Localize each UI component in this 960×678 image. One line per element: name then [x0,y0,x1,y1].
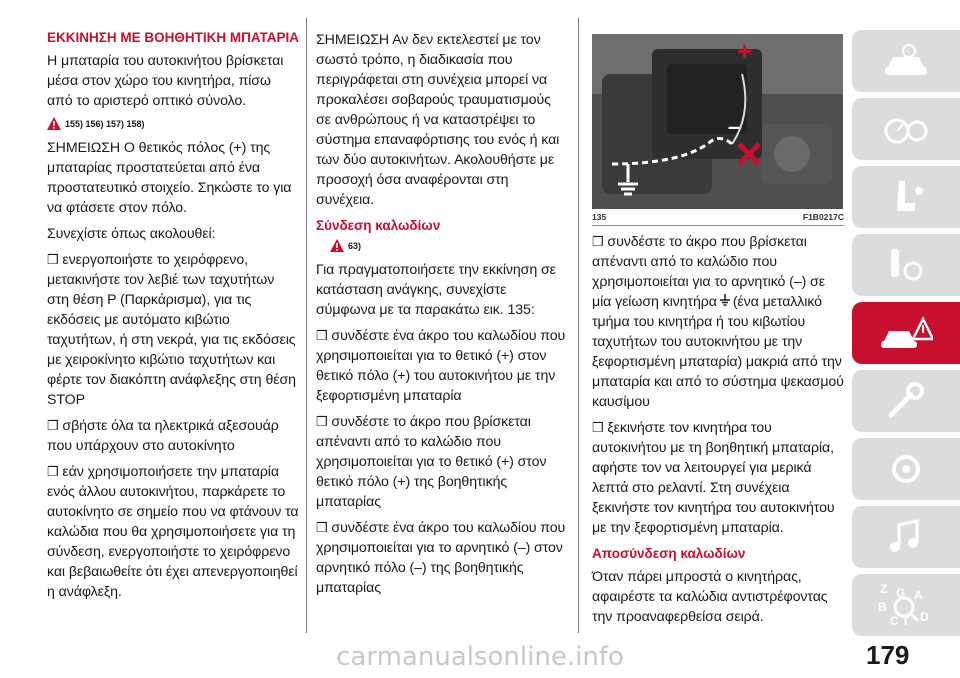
emergency-icon [879,313,933,353]
bullet: ❒ [592,234,604,249]
figure-code: F1B0217C [802,212,844,222]
list-item-text: εάν χρησιμοποιήσετε την μπαταρία ενός άλλου αυτοκινήτου, παρκάρετε το αυτοκίνητο σε σημείο που να φτάνουν τα καλώδια που θα χρησιμοποιήσετε για τη σύνδεση, ενεργοποιήστε το χειρόφρενο και βεβαιωθείτε ότι έχει απενεργοποιηθεί η ανάφλεξη. [47,464,299,600]
tab-dashboard[interactable] [852,98,960,160]
bullet: ❒ [316,520,328,535]
seat-safety-icon [881,177,931,217]
svg-text:i: i [907,47,909,56]
figure-caption [592,212,844,226]
engine-bay-illustration [592,34,843,209]
warning-refs: 155) 156) 157) 158) [65,119,145,129]
list-item [592,232,844,412]
column-3 [592,34,844,633]
bullet: ❒ [316,328,328,343]
paragraph: ΣΗΜΕΙΩΣΗ Αν δεν εκτελεστεί με τον σωστό τρόπο, η διαδικασία που περιγράφεται στη συνέχεια μπορεί να προκαλέσει σοβαρούς τραυματισμούς σε ανθρώπους ή να καταστρέψει το σύστημα επαναφόρτισης του ενός ή και των δύο αυτοκινήτων. Ακολουθήστε με προσοχή όσα αναφέρονται στη συνέχεια. [316,32,560,208]
svg-text:C: C [890,614,899,628]
list-item [316,326,566,406]
list-item [592,418,844,538]
key-start-icon [881,245,931,285]
plus-terminal-label: + [737,36,753,66]
watermark: carmanualsonline.info [336,642,624,672]
car-info-icon [881,41,931,81]
index-icon [876,579,936,631]
svg-text:A: A [914,588,923,602]
tab-car-info[interactable] [852,30,960,92]
column-2 [316,30,566,604]
list-item-text: συνδέστε ένα άκρο του καλωδίου που χρησιμοποιείται για το αρνητικό (–) στον αρνητικό πόλο (–) της βοηθητικής μπαταρίας [316,520,566,596]
bullet: ❒ [592,420,604,435]
warning-ref: 63) [348,241,362,251]
warning-reference [330,239,566,252]
svg-text:T: T [902,614,910,628]
tab-multimedia[interactable] [852,506,960,568]
tab-emergency[interactable] [852,302,960,364]
page-number: 179 [866,640,910,670]
column-1 [47,30,299,608]
multimedia-icon [881,517,931,557]
list-item-text: συνδέστε το άκρο που βρίσκεται απέναντι από το καλώδιο που χρησιμοποιείται για το αρνητικό (–) σε μία γείωση κινητήρα [592,234,825,310]
column-divider [306,18,307,633]
list-item-text: σβήστε όλα τα ηλεκτρικά αξεσουάρ που υπάρχουν στο αυτοκίνητο [47,418,279,454]
list-item-text: ξεκινήστε τον κινητήρα του αυτοκινήτου με τη βοηθητική μπαταρία, αφήστε τον να λειτουργεί για μερικά λεπτά στο ρελαντί. Στη συνέχεια ξεκινήστε τον κινητήρα του αυτοκινήτου με την ξεφορτισμένη μπαταρία. [592,420,835,536]
paragraph: Η μπαταρία του αυτοκινήτου βρίσκεται μέσα στον χώρο του κινητήρα, πίσω από το αριστερό οπτικό σύνολο. [47,53,284,109]
svg-text:Z: Z [880,582,888,596]
paragraph: ΣΗΜΕΙΩΣΗ Ο θετικός πόλος (+) της μπαταρίας προστατεύεται από ένα προστατευτικό στοιχείο. Σηκώστε το για να φτάσετε στον πόλο. [47,140,292,216]
list-item [47,462,299,602]
warning-triangle-icon [330,239,344,252]
technical-data-icon [881,449,931,489]
tab-seat-safety[interactable] [852,166,960,228]
svg-text:G: G [896,586,906,600]
figure-number: 135 [592,212,607,222]
minus-terminal-label: – [728,114,741,139]
bullet: ❒ [47,418,59,433]
ground-icon [719,294,731,306]
svg-text:B: B [878,600,887,614]
list-item [316,412,566,512]
paragraph: Όταν πάρει μπροστά ο κινητήρας, αφαιρέστε τα καλώδια αντιστρέφοντας την προαναφερθείσα σειρά. [592,569,828,625]
list-item [316,518,566,598]
tab-maintenance[interactable] [852,370,960,432]
tab-index[interactable] [852,574,960,636]
subsection-heading: Αποσύνδεση καλωδίων [592,546,746,561]
paragraph: Συνεχίστε όπως ακολουθεί: [47,226,216,242]
tab-technical-data[interactable] [852,438,960,500]
list-item-text: συνδέστε το άκρο που βρίσκεται απέναντι από το καλώδιο που χρησιμοποιείται για το θετικό (+) στον θετικό πόλο (+) της βοηθητικής μπαταρίας [316,414,547,510]
subsection-heading: Σύνδεση καλωδίων [316,218,441,233]
warning-triangle-icon [47,117,61,130]
bullet: ❒ [316,414,328,429]
list-item [47,416,299,456]
maintenance-icon [881,381,931,421]
list-item-text: ενεργοποιήστε το χειρόφρενο, μετακινήστε τον λεβιέ των ταχυτήτων στη θέση P (Παρκάρισμα), για τις εκδόσεις με αυτόματο κιβώτιο ταχυτήτων, ή στη νεκρά, για τις εκδόσεις με χειροκίνητο κιβώτιο ταχυτήτων και φέρτε τον διακόπτη ανάφλεξης στη θέση STOP [47,252,296,408]
column-divider [578,18,579,633]
warning-reference [47,117,299,130]
svg-text:D: D [920,610,929,624]
section-heading: ΕΚΚΙΝΗΣΗ ΜΕ ΒΟΗΘΗΤΙΚΗ ΜΠΑΤΑΡΙΑ [47,30,299,45]
bullet: ❒ [47,464,59,479]
bullet: ❒ [47,252,59,267]
chapter-tabs [852,30,960,640]
list-item-text: συνδέστε ένα άκρο του καλωδίου που χρησιμοποιείται για το θετικό (+) στον θετικό πόλο (+) του αυτοκινήτου με την ξεφορτισμένη μπαταρία [316,328,566,404]
list-item-text: (ένα μεταλλικό τμήμα του κινητήρα ή του κιβωτίου ταχυτήτων του αυτοκινήτου με την ξεφορτισμένη μπαταρία) μακριά από την μπαταρία και από το σύστημα ψεκασμού καυσίμου [592,294,844,410]
list-item [47,250,299,410]
paragraph: Για πραγματοποιήσετε την εκκίνηση σε κατάσταση ανάγκης, συνεχίστε σύμφωνα με τα παρακάτω εικ. 135: [316,262,556,318]
dashboard-icon [881,109,931,149]
tab-key-start[interactable] [852,234,960,296]
engine-bay-figure [592,34,843,209]
